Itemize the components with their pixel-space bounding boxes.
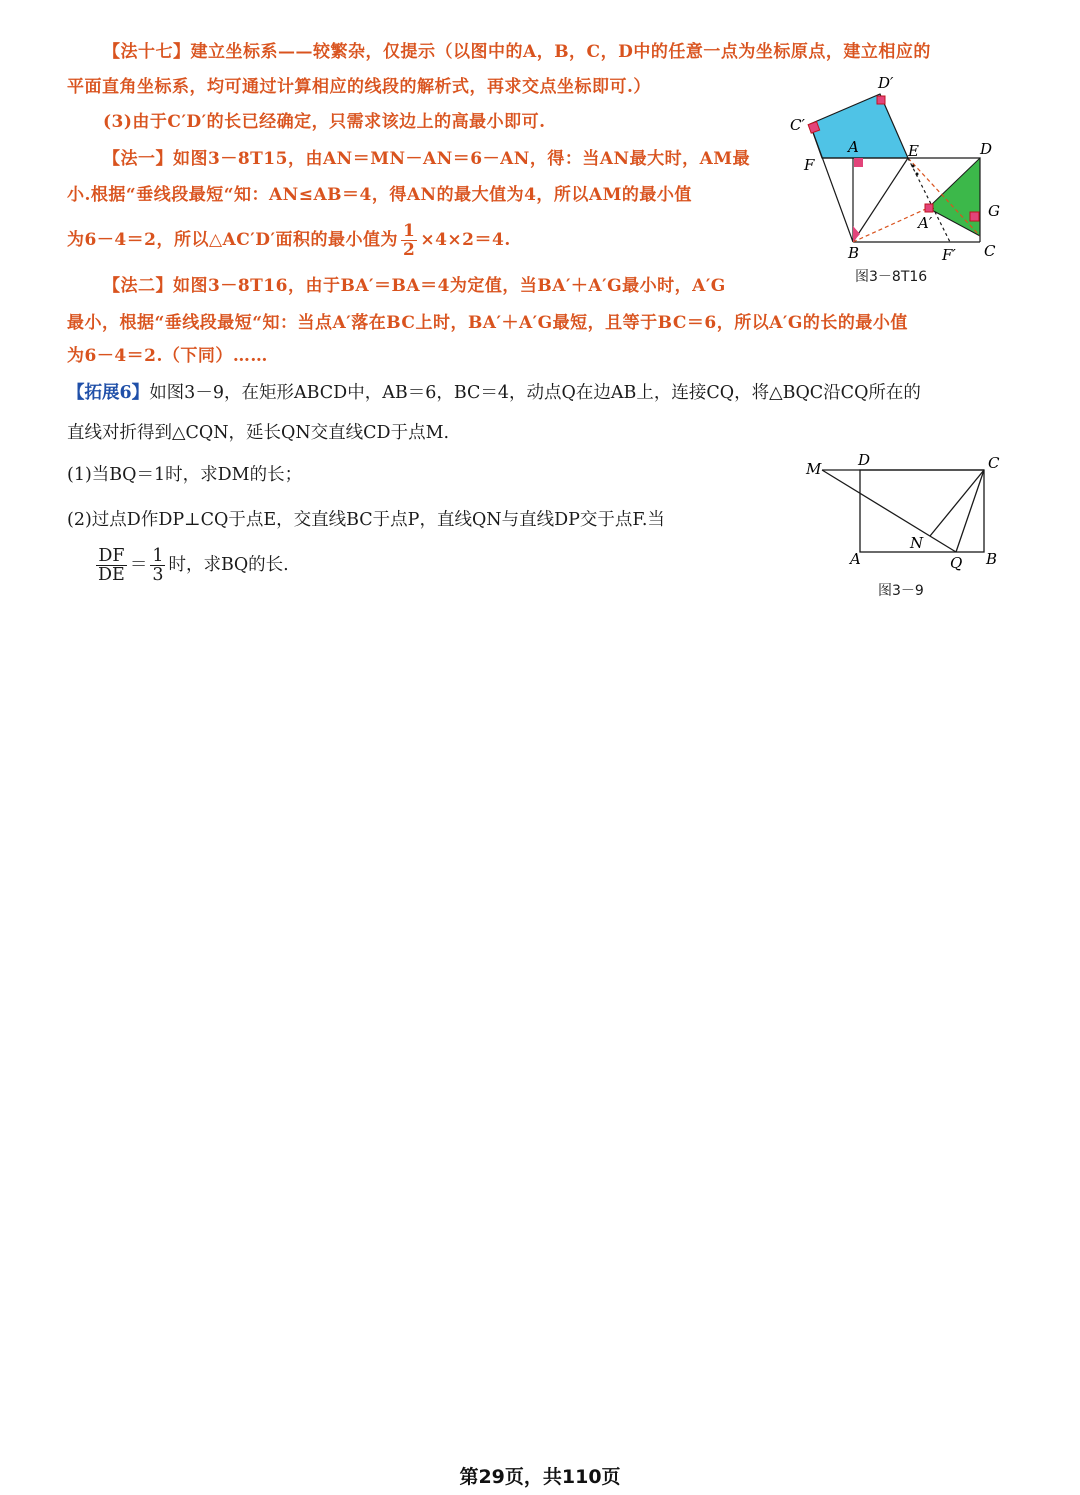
part-3-intro: (3)由于C′D′的长已经确定，只需求该边上的高最小即可. <box>103 112 546 132</box>
question-2-end: 时，求BQ的长. <box>168 555 289 575</box>
method-17-line-1: 【法十七】建立坐标系——较繁杂，仅提示（以图中的A，B，C，D中的任意一点为坐标原点，建立相应的 <box>103 42 931 62</box>
line-cq <box>956 470 984 552</box>
angle-mark-b <box>853 226 860 242</box>
right-angle-mark <box>970 212 979 221</box>
label-a-prime: A′ <box>918 214 933 232</box>
fraction-numerator: 1 <box>152 546 164 566</box>
problem-line-2: 直线对折得到△CQN，延长QN交直线CD于点M. <box>67 423 450 443</box>
equals-sign: ＝ <box>129 555 148 575</box>
fraction-denominator: 3 <box>152 565 164 585</box>
label-q: Q <box>950 554 963 572</box>
method-1-line-3-end: ×4×2＝4. <box>420 230 511 250</box>
label-g: G <box>988 202 1000 220</box>
fraction-numerator: DF <box>96 547 127 566</box>
blue-region <box>810 94 908 158</box>
figure-3-9 <box>800 450 1010 575</box>
method-2-line-2: 最小，根据“垂线段最短“知：当点A′落在BC上时，BA′＋A′G最短，且等于BC＝6，所以A′G的长的最小值 <box>67 313 908 333</box>
figure-3-8T16-caption: 图3－8T16 <box>855 269 928 285</box>
right-angle-mark <box>877 96 885 104</box>
label-c: C <box>984 242 996 260</box>
method-17-line-2: 平面直角坐标系，均可通过计算相应的线段的解析式，再求交点坐标即可.） <box>67 77 651 97</box>
green-region <box>928 158 980 236</box>
line-mq <box>822 470 956 552</box>
one-third-fraction <box>150 547 165 584</box>
label-n: N <box>910 534 924 552</box>
question-2-line-1: (2)过点D作DP⊥CQ于点E，交直线BC于点P，直线QN与直线DP交于点F.当 <box>67 510 665 530</box>
label-e: E <box>908 142 919 160</box>
page-number-footer: 第29页，共110页 <box>459 1466 621 1488</box>
problem-line-1 <box>67 381 921 405</box>
label-d: D <box>858 451 871 469</box>
label-d: D <box>980 140 993 158</box>
right-angle-mark <box>925 204 933 212</box>
figure-3-8T16 <box>780 66 1010 266</box>
label-m: M <box>806 460 822 478</box>
label-a: A <box>848 138 859 156</box>
fraction-numerator: 1 <box>403 221 416 241</box>
label-f: F <box>804 156 815 174</box>
method-1-line-3-text: 为6－4＝2，所以△AC′D′面积的最小值为 <box>67 230 398 250</box>
dot-mark <box>912 165 915 168</box>
method-1-line-2: 小.根据“垂线段最短“知：AN≤AB＝4，得AN的最大值为4，所以AM的最小值 <box>67 185 692 205</box>
dot-mark <box>916 173 919 176</box>
fraction-denominator: 2 <box>403 240 416 260</box>
right-angle-mark <box>854 158 863 167</box>
half-fraction <box>401 222 417 259</box>
fraction-denominator: DE <box>98 565 125 585</box>
label-f-prime: F′ <box>942 246 956 264</box>
label-c: C <box>988 454 1000 472</box>
label-a: A <box>850 550 861 568</box>
problem-tag: 【拓展6】 <box>67 383 150 403</box>
problem-line-1-text: 如图3－9，在矩形ABCD中，AB＝6，BC＝4，动点Q在边AB上，连接CQ，将△BQC沿CQ所在的 <box>149 383 921 403</box>
df-de-fraction <box>96 547 127 584</box>
method-1-line-3 <box>67 222 511 259</box>
method-2-line-1: 【法二】如图3－8T16，由于BA′＝BA＝4为定值，当BA′＋A′G最小时，A′G <box>103 276 726 296</box>
label-c-prime: C′ <box>790 116 805 134</box>
method-1-line-1: 【法一】如图3－8T15，由AN＝MN－AN＝6－AN，得：当AN最大时，AM最 <box>103 149 751 169</box>
line-cn <box>930 470 984 536</box>
label-b: B <box>986 550 998 568</box>
question-2-line-2 <box>93 547 289 584</box>
question-1: (1)当BQ＝1时，求DM的长； <box>67 465 303 485</box>
method-2-line-3: 为6－4＝2.（下同）…… <box>67 346 268 366</box>
label-b: B <box>848 244 860 262</box>
label-d-prime: D′ <box>878 74 894 92</box>
figure-3-9-caption: 图3－9 <box>878 583 924 599</box>
